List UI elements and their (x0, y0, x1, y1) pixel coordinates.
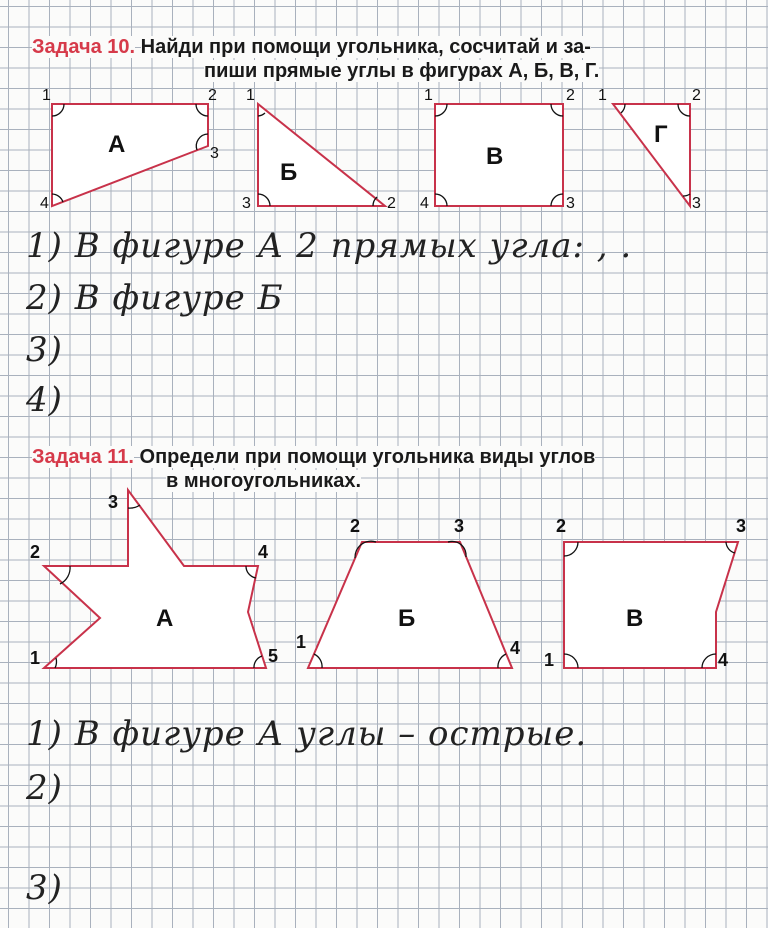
vertex-label: 5 (268, 646, 279, 666)
vertex-label: 2 (208, 87, 217, 104)
vertex-label: 3 (566, 195, 575, 212)
vertex-label: 2 (692, 87, 701, 104)
figure-a-polygon (44, 490, 269, 668)
task10-text-line1: Найди при помощи угольника, сосчитай и за- (140, 36, 591, 58)
vertex-label: 2 (566, 87, 575, 104)
vertex-label: 2 (556, 516, 567, 536)
vertex-label: 2 (30, 542, 41, 562)
vertex-label: 3 (108, 492, 119, 512)
figure-v-polygon (564, 542, 738, 668)
vertex-label: 2 (387, 195, 396, 212)
figure-letter: А (108, 131, 126, 158)
vertex-label: 1 (246, 87, 255, 104)
vertex-label: 1 (42, 87, 51, 104)
figure-letter: Б (280, 159, 298, 186)
vertex-label: 1 (424, 87, 433, 104)
answer-line: 3) (26, 868, 63, 908)
vertex-label: 3 (454, 516, 465, 536)
task11-text-line2: в многоугольниках. (166, 470, 362, 492)
vertex-label: 4 (420, 195, 429, 212)
task10-text-line2: пиши прямые углы в фигурах А, Б, В, Г. (204, 60, 600, 82)
task11-number: Задача 11. (32, 446, 134, 468)
figure-letter: А (156, 605, 174, 632)
vertex-label: 2 (350, 516, 361, 536)
task11-text-line1: Определи при помощи угольника виды углов (139, 446, 596, 468)
vertex-label: 1 (598, 87, 607, 104)
answer-line: 2) В фигуре Б (26, 278, 284, 318)
vertex-label: 4 (510, 638, 521, 658)
vertex-label: 3 (692, 195, 701, 212)
vertex-label: 3 (736, 516, 747, 536)
answer-line: 3) (26, 330, 63, 370)
figure-letter: Г (654, 121, 668, 148)
answer-line: 1) В фигуре А 2 прямых угла: , . (26, 226, 633, 266)
vertex-label: 3 (242, 195, 251, 212)
vertex-label: 3 (210, 145, 219, 162)
figure-letter: В (486, 143, 504, 170)
vertex-label: 4 (258, 542, 269, 562)
answer-line: 4) (26, 380, 63, 420)
figure-letter: В (626, 605, 644, 632)
vertex-label: 1 (544, 650, 555, 670)
answer-line: 1) В фигуре А углы – острые. (26, 714, 588, 754)
answer-line: 2) (26, 768, 63, 808)
vertex-label: 1 (30, 648, 41, 668)
vertex-label: 4 (718, 650, 729, 670)
task10-number: Задача 10. (32, 36, 136, 58)
figure-letter: Б (398, 605, 416, 632)
vertex-label: 4 (40, 195, 49, 212)
vertex-label: 1 (296, 632, 307, 652)
